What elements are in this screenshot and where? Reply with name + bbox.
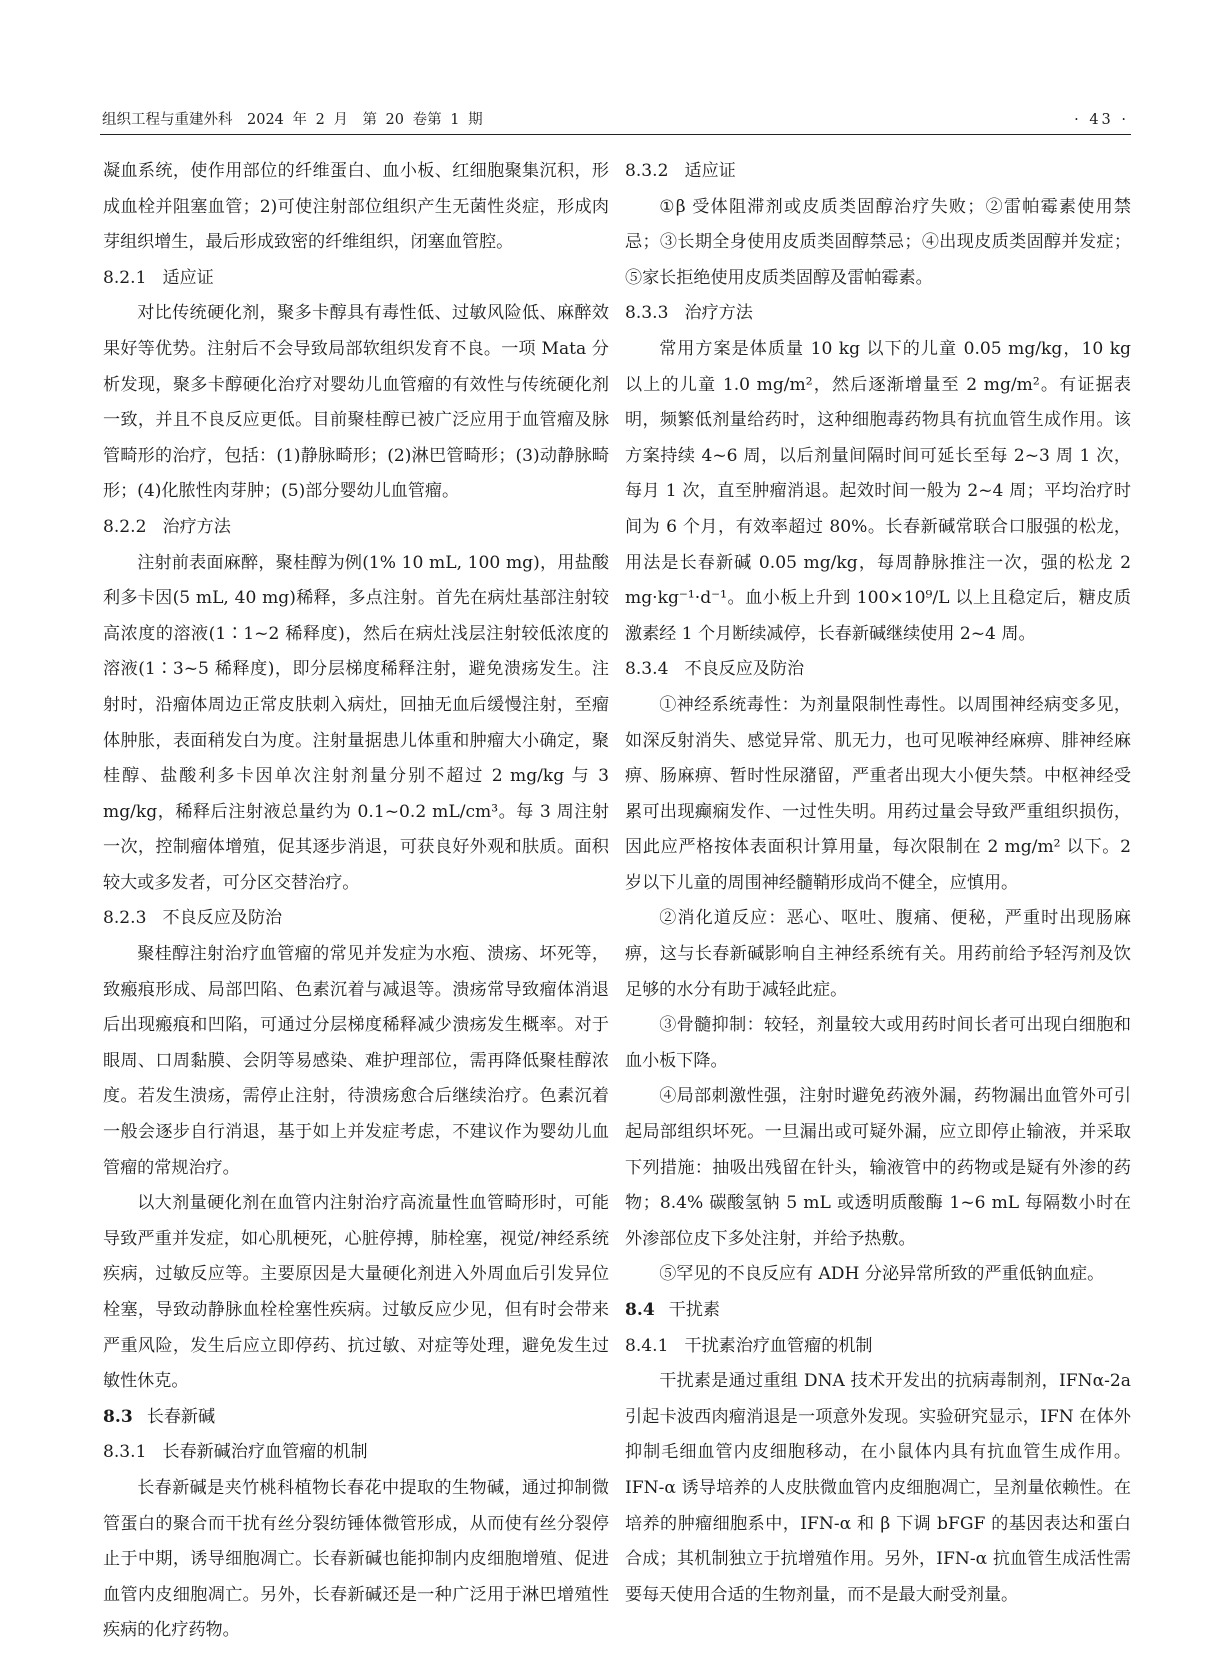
section-heading-8-2-1 (103, 261, 609, 297)
section-number: 8.2.1 (103, 267, 147, 288)
section-number: 8.3.3 (625, 303, 669, 324)
section-title: 干扰素 (668, 1300, 721, 1320)
section-heading-8-4-1 (625, 1329, 1131, 1365)
paragraph: 以大剂量硬化剂在血管内注射治疗高流量性血管畸形时，可能导致严重并发症，如心肌梗死，心脏停搏，肺栓塞，视觉/神经系统疾病，过敏反应等。主要原因是大量硬化剂进入外周血后引发异位栓塞，导致动静脉血栓栓塞性疾病。过敏反应少见，但有时会带来严重风险，发生后应立即停药、抗过敏、对症等处理，避免发生过敏性休克。 (103, 1193, 609, 1392)
section-title: 长春新碱 (146, 1406, 216, 1427)
section-title: 适应证 (162, 267, 214, 288)
paragraph: 干扰素是通过重组 DNA 技术开发出的抗病毒制剂，IFNα-2a 引起卡波西肉瘤消退是一项意外发现。实验研究显示，IFN 在体外抑制毛细血管内皮细胞移动，在小鼠体内具有抗血管生成作用。IFN-α 诱导培养的人皮肤微血管内皮细胞凋亡，呈剂量依赖性。在培养的肿瘤细胞系中，IFN-α 和 β 下调 bFGF 的基因表达和蛋白合成；其机制独立于抗增殖作用。另外，IFN-α 抗血管生成活性需要每天使用合适的生物剂量，而不是最大耐受剂量。 (625, 1371, 1131, 1605)
section-number: 8.2.3 (103, 908, 147, 929)
paragraph: 常用方案是体质量 10 kg 以下的儿童 0.05 mg/kg，10 kg 以上的儿童 1.0 mg/m²，然后逐渐增量至 2 mg/m²。有证据表明，频繁低剂量给药时，这种细胞毒药物具有抗血管生成作用。该方案持续 4~6 周，以后剂量间隔时间可延长至每 2~3 周 1 次，每月 1 次，直至肿瘤消退。起效时间一般为 2~4 周；平均治疗时间为 6 个月，有效率超过 80%。长春新碱常联合口服强的松龙，用法是长春新碱 0.05 mg/kg，每周静脉推注一次，强的松龙 2 mg·kg⁻¹·d⁻¹。血小板上升到 100×10⁹/L 以上且稳定后，糖皮质激素经 1 个月断续减停，长春新碱继续使用 2~4 周。 (625, 338, 1131, 644)
section-number: 8.3.2 (625, 161, 669, 181)
paragraph: 注射前表面麻醉，聚桂醇为例(1% 10 mL, 100 mg)，用盐酸利多卡因(5 mL, 40 mg)稀释，多点注射。首先在病灶基部注射较高浓度的溶液(1∶1~2 稀释度)，然后在病灶浅层注射较低浓度的溶液(1∶3~5 稀释度)，即分层梯度稀释注射，避免溃疡发生。注射时，沿瘤体周边正常皮肤刺入病灶，回抽无血后缓慢注射，至瘤体肿胀，表面稍发白为度。注射量据患儿体重和肿瘤大小确定，聚桂醇、盐酸利多卡因单次注射剂量分别不超过 2 mg/kg 与 3 mg/kg，稀释后注射液总量约为 0.1~0.2 mL/cm³。每 3 周注射一次，控制瘤体增殖，促其逐步消退，可获良好外观和肤质。面积较大或多发者，可分区交替治疗。 (103, 552, 609, 893)
running-header (100, 106, 1131, 135)
paragraph: ③骨髓抑制：较轻，剂量较大或用药时间长者可出现白细胞和血小板下降。 (625, 1015, 1131, 1071)
section-heading-8-3-4 (625, 652, 1131, 688)
section-title: 干扰素治疗血管瘤的机制 (684, 1335, 873, 1356)
paragraph: 聚桂醇注射治疗血管瘤的常见并发症为水疱、溃疡、坏死等，致瘢痕形成、局部凹陷、色素沉着与减退等。溃疡常导致瘤体消退后出现瘢痕和凹陷，可通过分层梯度稀释减少溃疡发生概率。对于眼周、口周黏膜、会阴等易感染、难护理部位，需再降低聚桂醇浓度。若发生溃疡，需停止注射，待溃疡愈合后继续治疗。色素沉着一般会逐步自行消退，基于如上并发症考虑，不建议作为婴幼儿血管瘤的常规治疗。 (103, 944, 609, 1178)
section-heading-8-3-3 (625, 296, 1131, 332)
section-number: 8.2.2 (103, 516, 147, 537)
right-column (625, 154, 1131, 1613)
section-heading-8-3-1 (103, 1435, 609, 1471)
section-number: 8.4.1 (625, 1335, 669, 1356)
section-title: 治疗方法 (162, 516, 231, 537)
journal-info: 组织工程与重建外科 2024 年 2 月 第 20 卷第 1 期 (102, 112, 483, 128)
paragraph: 凝血系统，使作用部位的纤维蛋白、血小板、红细胞聚集沉积，形成血栓并阻塞血管；2)可使注射部位组织产生无菌性炎症，形成肉芽组织增生，最后形成致密的纤维组织，闭塞血管腔。 (103, 161, 609, 253)
paragraph: ①β 受体阻滞剂或皮质类固醇治疗失败；②雷帕霉素使用禁忌；③长期全身使用皮质类固醇禁忌；④出现皮质类固醇并发症；⑤家长拒绝使用皮质类固醇及雷帕霉素。 (625, 196, 1131, 288)
section-heading-8-3 (103, 1400, 609, 1436)
section-heading-8-3-2 (625, 154, 1131, 190)
section-number: 8.3.1 (103, 1442, 147, 1463)
left-column (103, 154, 609, 1649)
section-number: 8.4 (625, 1300, 655, 1320)
section-title: 不良反应及防治 (684, 659, 805, 680)
section-heading-8-4 (625, 1293, 1131, 1329)
paragraph: ①神经系统毒性：为剂量限制性毒性。以周围神经病变多见，如深反射消失、感觉异常、肌无力，也可见喉神经麻痹、腓神经麻痹、肠麻痹、暂时性尿潴留，严重者出现大小便失禁。中枢神经受累可出现癫痫发作、一过性失明。用药过量会导致严重组织损伤，因此应严格按体表面积计算用量，每次限制在 2 mg/m² 以下。2 岁以下儿童的周围神经髓鞘形成尚不健全，应慎用。 (625, 694, 1131, 893)
paragraph: ⑤罕见的不良反应有 ADH 分泌异常所致的严重低钠血症。 (659, 1264, 1105, 1285)
paragraph: ④局部刺激性强，注射时避免药液外漏，药物漏出血管外可引起局部组织坏死。一旦漏出或可疑外漏，应立即停止输液，并采取下列措施：抽吸出残留在针头，输液管中的药物或是疑有外渗的药物；8.4% 碳酸氢钠 5 mL 或透明质酸酶 1~6 mL 每隔数小时在外渗部位皮下多处注射，并给予热敷。 (625, 1086, 1131, 1249)
section-number: 8.3.4 (625, 659, 669, 680)
paragraph: 长春新碱是夹竹桃科植物长春花中提取的生物碱，通过抑制微管蛋白的聚合而干扰有丝分裂纺锤体微管形成，从而使有丝分裂停止于中期，诱导细胞凋亡。长春新碱也能抑制内皮细胞增殖、促进血管内皮细胞凋亡。另外，长春新碱还是一种广泛用于淋巴增殖性疾病的化疗药物。 (103, 1477, 609, 1641)
section-number: 8.3 (103, 1406, 133, 1427)
section-heading-8-2-2 (103, 510, 609, 546)
page-number: · 43 · (1074, 112, 1129, 128)
section-title: 治疗方法 (684, 303, 753, 324)
section-title: 长春新碱治疗血管瘤的机制 (162, 1442, 368, 1463)
paragraph: 对比传统硬化剂，聚多卡醇具有毒性低、过敏风险低、麻醉效果好等优势。注射后不会导致局部软组织发育不良。一项 Mata 分析发现，聚多卡醇硬化治疗对婴幼儿血管瘤的有效性与传统硬化剂一致，并且不良反应更低。目前聚桂醇已被广泛应用于血管瘤及脉管畸形的治疗，包括：(1)静脉畸形；(2)淋巴管畸形；(3)动静脉畸形；(4)化脓性肉芽肿；(5)部分婴幼儿血管瘤。 (103, 303, 609, 502)
section-title: 适应证 (684, 161, 736, 181)
section-title: 不良反应及防治 (162, 908, 283, 929)
paragraph: ②消化道反应：恶心、呕吐、腹痛、便秘，严重时出现肠麻痹，这与长春新碱影响自主神经系统有关。用药前给予轻泻剂及饮足够的水分有助于减轻此症。 (625, 908, 1131, 1000)
section-heading-8-2-3 (103, 901, 609, 937)
